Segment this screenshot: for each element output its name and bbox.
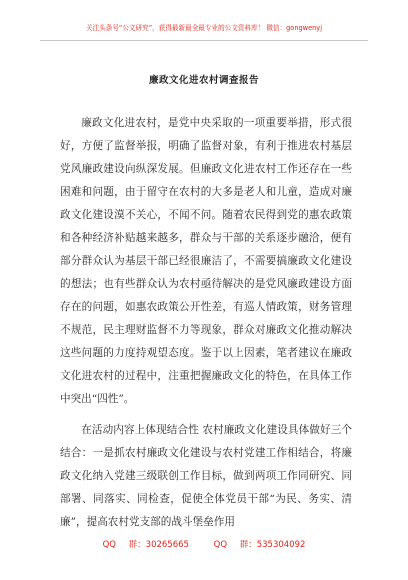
footer-qq-group-1: QQ 群：30265665 [102,540,189,550]
header-promo-banner: 关注头条号“公文研究”，获得最新最全最专业的公文资料库！ 微信：gongwenyj [85,24,323,32]
document-title: 廉政文化进农村调查报告 [148,75,259,86]
footer-contact [0,538,408,550]
paragraph-1: 廉政文化进农村，是党中央采取的一项重要举措，形式很好，方便了监督举报，明确了监督对象，有利于推进农村基层党风廉政建设向纵深发展。但廉政文化进农村工作还存在一些困难和问题，由于留守在农村的大多是老人和儿童，造成对廉政文化建设漠不关心，不闻不问。随着农民得到党的惠农政策和各种经济补贴越来越多，群众与干部的关系逐步融洽，便有部分群众认为基层干部已经很廉洁了，不需要搞廉政文化建设的想法；也有些群众认为农村亟待解决的是党风廉政建设方面存在的问题，如惠农政策公开性差，有巡人情政策，财务管理不规范，民主理财监督不力等现象，群众对廉政文化推动解决这些问题的力度持观望态度。鉴于以上因素，笔者建议在廉政文化进农村的过程中，注重把握廉政文化的特色，在具体工作中突出“四性”。 [60,117,352,405]
paragraph-2: 在活动内容上体现结合性 农村廉政文化建设具体做好三个结合：一是抓农村廉政文化建设与农村党建工作相结合，将廉政文化纳入党建三级联创工作目标，做到两项工作同研究、同部署、同落实、同检查，促使全体党员干部“为民、务实、清廉”，提高农村党支部的战斗堡垒作用 [60,424,352,528]
footer-qq-group-2: QQ 群：535304092 [213,540,306,550]
document-body [60,112,352,542]
header-divider [40,40,368,41]
